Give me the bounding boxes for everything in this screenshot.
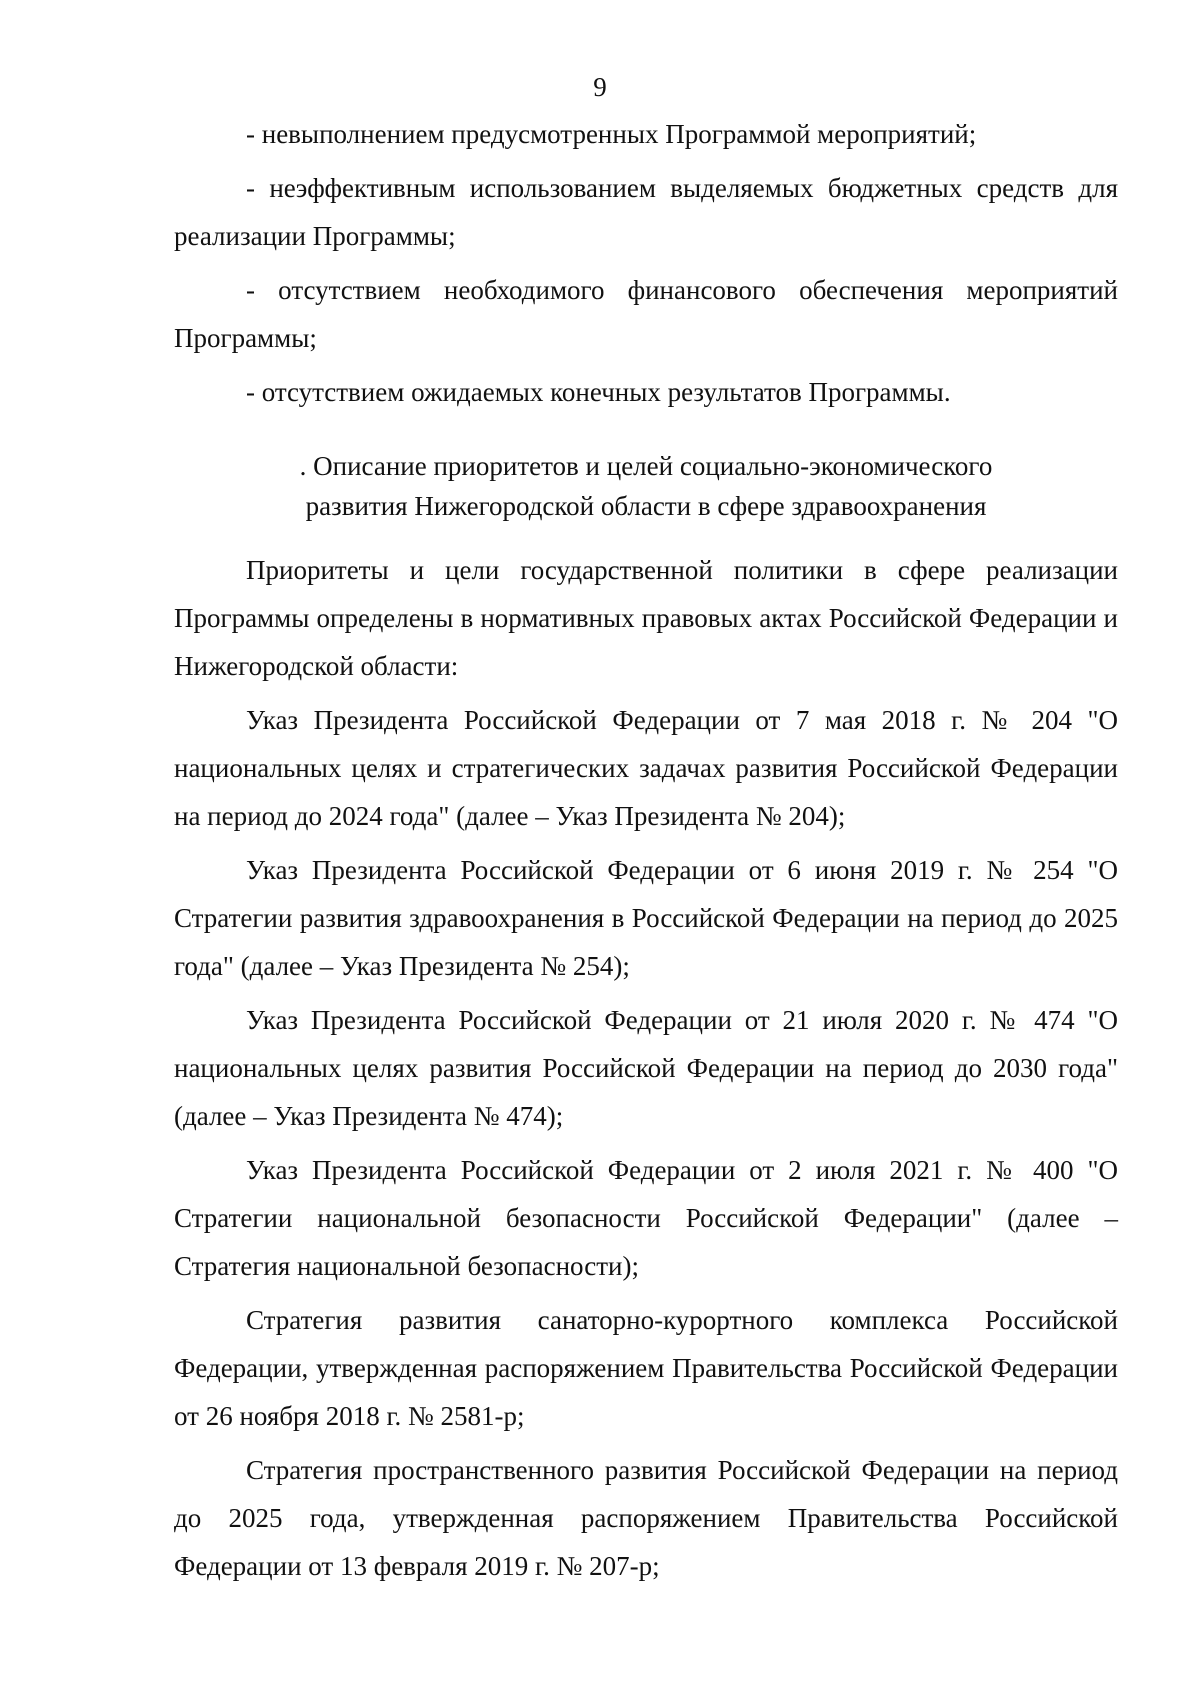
list-item: - отсутствием необходимого финансового обеспечения мероприятий Программы; xyxy=(174,275,1118,353)
body-paragraph: Указ Президента Российской Федерации от 6 июня 2019 г. № 254 "О Стратегии развития здравоохранения в Российской Федерации на период до 2025 года" (далее – Указ Президента № 254); xyxy=(174,855,1118,981)
body-paragraph: Указ Президента Российской Федерации от 2 июля 2021 г. № 400 "О Стратегии национальной безопасности Российской Федерации" (далее – Стратегия национальной безопасности); xyxy=(174,1155,1118,1281)
body-paragraph: Стратегия развития санаторно-курортного комплекса Российской Федерации, утвержденная распоряжением Правительства Российской Федерации от 26 ноября 2018 г. № 2581-р; xyxy=(174,1305,1118,1431)
section-heading xyxy=(174,446,1118,526)
page-content xyxy=(174,110,1118,1596)
section-heading-line: развития Нижегородской области в сфере здравоохранения xyxy=(305,491,987,521)
body-paragraph: Стратегия пространственного развития Российской Федерации на период до 2025 года, утвержденная распоряжением Правительства Российской Федерации от 13 февраля 2019 г. № 207-р; xyxy=(174,1455,1118,1581)
list-item: - отсутствием ожидаемых конечных результатов Программы. xyxy=(246,377,951,407)
section-heading-line: . Описание приоритетов и целей социально-экономического xyxy=(299,451,993,481)
list-item: - неэффективным использованием выделяемых бюджетных средств для реализации Программы; xyxy=(174,173,1118,251)
list-item: - невыполнением предусмотренных Программой мероприятий; xyxy=(246,119,977,149)
body-paragraph: Приоритеты и цели государственной политики в сфере реализации Программы определены в нормативных правовых актах Российской Федерации и Нижегородской области: xyxy=(174,555,1118,681)
body-paragraph: Указ Президента Российской Федерации от 7 мая 2018 г. № 204 "О национальных целях и стратегических задачах развития Российской Федерации на период до 2024 года" (далее – Указ Президента № 204); xyxy=(174,705,1118,831)
page-number: 9 xyxy=(593,72,607,102)
body-paragraph: Указ Президента Российской Федерации от 21 июля 2020 г. № 474 "О национальных целях развития Российской Федерации на период до 2030 года" (далее – Указ Президента № 474); xyxy=(174,1005,1118,1131)
